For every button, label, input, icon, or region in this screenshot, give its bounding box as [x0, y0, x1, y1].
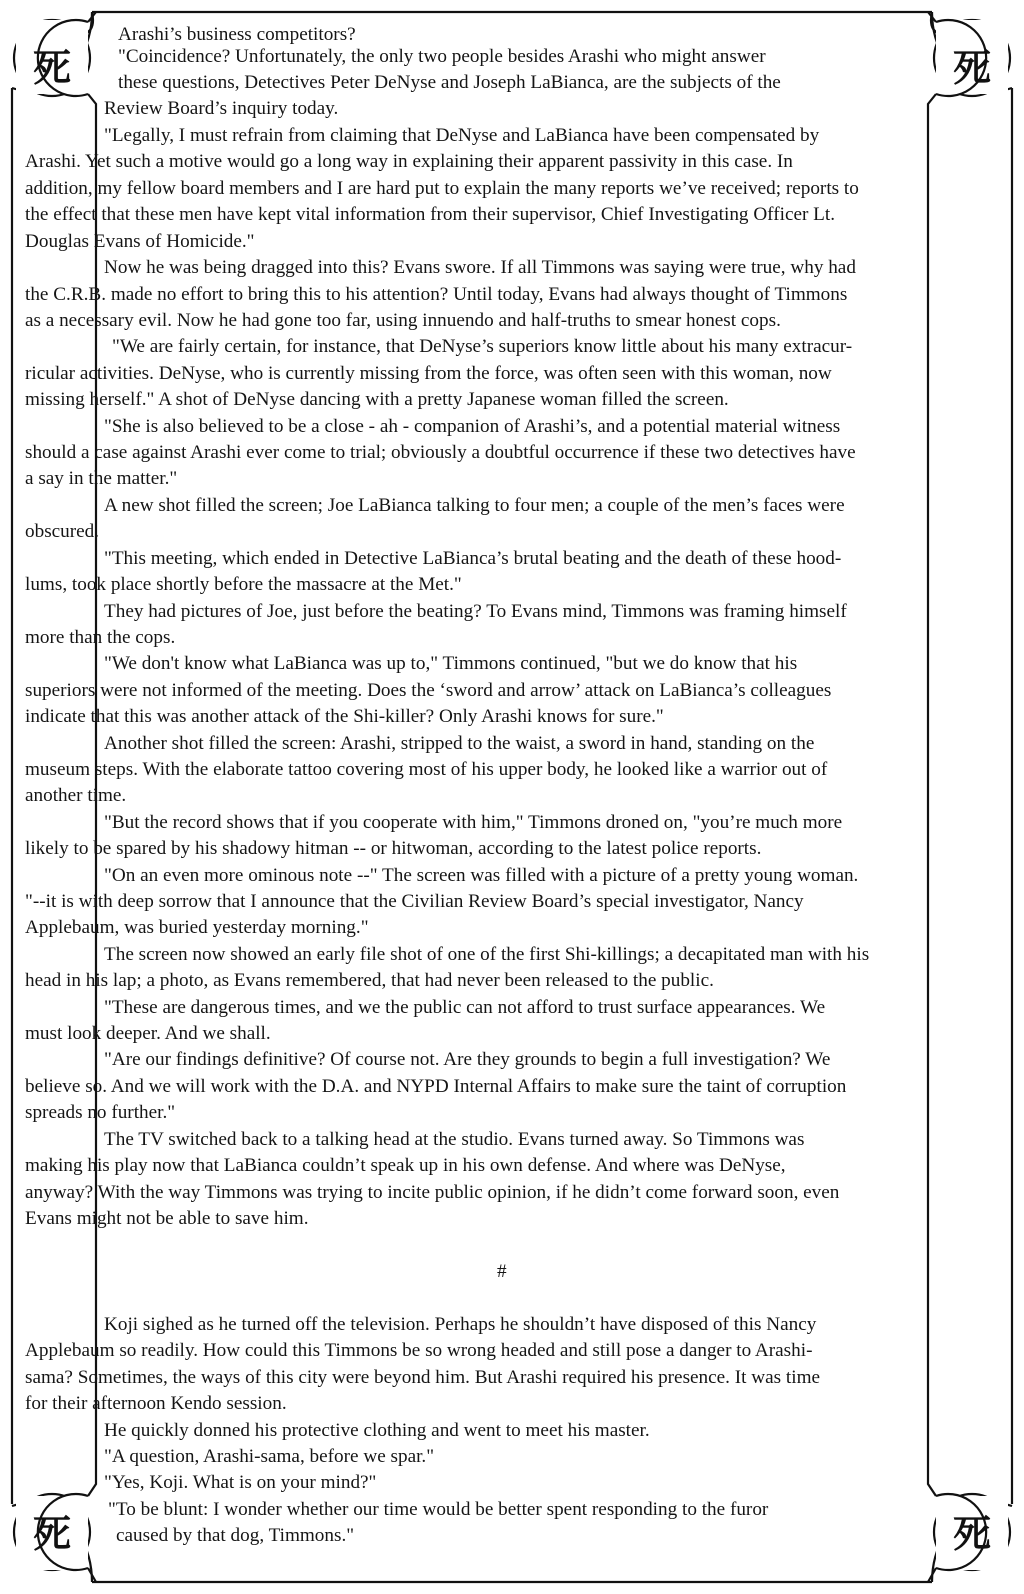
text-line: head in his lap; a photo, as Evans remembered, that had never been released to the public. — [25, 970, 714, 991]
text-line: The screen now showed an early file shot of one of the first Shi-killings; a decapitated man with his — [104, 944, 870, 965]
text-line: Arashi. Yet such a motive would go a long way in explaining their apparent passivity in this case. In — [25, 151, 793, 172]
text-line: Review Board’s inquiry today. — [104, 98, 339, 119]
death-kanji-icon: 死 — [32, 45, 71, 90]
text-line: making his play now that LaBianca couldn’t speak up in his own defense. And where was DeNyse, — [25, 1155, 786, 1176]
text-line: Koji sighed as he turned off the television. Perhaps he shouldn’t have disposed of this Nancy — [104, 1314, 817, 1335]
text-line: A new shot filled the screen; Joe LaBianca talking to four men; a couple of the men’s faces were — [104, 495, 845, 516]
text-line: these questions, Detectives Peter DeNyse and Joseph LaBianca, are the subjects of the — [118, 72, 781, 93]
text-line: likely to be spared by his shadowy hitman -- or hitwoman, according to the latest police reports. — [25, 838, 762, 859]
text-line: "This meeting, which ended in Detective LaBianca’s brutal beating and the death of these hood- — [104, 548, 842, 569]
text-line: believe so. And we will work with the D.A. and NYPD Internal Affairs to make sure the taint of corruption — [25, 1076, 847, 1097]
text-line: "--it is with deep sorrow that I announce that the Civilian Review Board’s special investigator, Nancy — [25, 891, 804, 912]
text-line: "She is also believed to be a close - ah - companion of Arashi’s, and a potential material witness — [104, 416, 841, 437]
text-line: as a necessary evil. Now he had gone too far, using innuendo and half-truths to smear honest cops. — [25, 310, 781, 331]
text-line: "Legally, I must refrain from claiming that DeNyse and LaBianca have been compensated by — [104, 125, 820, 146]
text-line: They had pictures of Joe, just before the beating? To Evans mind, Timmons was framing himself — [104, 601, 847, 622]
text-line: "Yes, Koji. What is on your mind?" — [104, 1472, 377, 1493]
text-line: lums, took place shortly before the massacre at the Met." — [25, 574, 462, 595]
text-line: ricular activities. DeNyse, who is currently missing from the force, was often seen with this woman, now — [25, 363, 832, 384]
text-line: "Are our findings definitive? Of course not. Are they grounds to begin a full investigation? We — [104, 1049, 831, 1070]
text-line: indicate that this was another attack of the Shi-killer? Only Arashi knows for sure." — [25, 706, 664, 727]
death-kanji-icon: 死 — [952, 45, 991, 90]
text-line: the effect that these men have kept vital information from their supervisor, Chief Investigating Officer Lt. — [25, 204, 836, 225]
text-line: for their afternoon Kendo session. — [25, 1393, 287, 1414]
section-break: # — [497, 1261, 507, 1282]
death-kanji-icon: 死 — [32, 1511, 71, 1556]
text-line: "But the record shows that if you cooperate with him," Timmons droned on, "you’re much more — [104, 812, 843, 833]
text-line: Applebaum, was buried yesterday morning." — [25, 917, 369, 938]
text-line: obscured. — [25, 521, 100, 542]
text-line: sama? Sometimes, the ways of this city were beyond him. But Arashi required his presence. It was time — [25, 1367, 821, 1388]
text-line: the C.R.B. made no effort to bring this to his attention? Until today, Evans had always thought of Timmons — [25, 284, 848, 305]
text-line: addition, my fellow board members and I are hard put to explain the many reports we’ve received; reports to — [25, 178, 859, 199]
text-line: "To be blunt: I wonder whether our time would be better spent responding to the furor — [108, 1499, 769, 1520]
text-line: "On an even more ominous note --" The screen was filled with a picture of a pretty young woman. — [104, 865, 859, 886]
text-line: Another shot filled the screen: Arashi, stripped to the waist, a sword in hand, standing on the — [104, 733, 815, 754]
text-line: anyway? With the way Timmons was trying to incite public opinion, if he didn’t come forward soon, even — [25, 1182, 840, 1203]
text-line: "A question, Arashi-sama, before we spar." — [104, 1446, 435, 1467]
text-line: another time. — [25, 785, 127, 806]
text-line: "Coincidence? Unfortunately, the only two people besides Arashi who might answer — [118, 46, 766, 67]
text-line: Applebaum so readily. How could this Timmons be so wrong headed and still pose a danger to Arashi- — [25, 1340, 813, 1361]
text-line: should a case against Arashi ever come to trial; obviously a doubtful occurrence if these two detectives have — [25, 442, 856, 463]
text-line: Arashi’s business competitors? — [118, 24, 356, 45]
text-line: missing herself." A shot of DeNyse dancing with a pretty Japanese woman filled the screen. — [25, 389, 729, 410]
text-line: "We are fairly certain, for instance, that DeNyse’s superiors know little about his many extracur- — [112, 336, 853, 357]
text-line: The TV switched back to a talking head at the studio. Evans turned away. So Timmons was — [104, 1129, 805, 1150]
text-line: a say in the matter." — [25, 468, 178, 489]
text-line: He quickly donned his protective clothing and went to meet his master. — [104, 1420, 650, 1441]
text-line: Douglas Evans of Homicide." — [25, 231, 255, 252]
text-line: Now he was being dragged into this? Evans swore. If all Timmons was saying were true, why had — [104, 257, 856, 278]
text-line: more than the cops. — [25, 627, 176, 648]
text-line: museum steps. With the elaborate tattoo covering most of his upper body, he looked like a warrior out of — [25, 759, 828, 780]
text-line: must look deeper. And we shall. — [25, 1023, 271, 1044]
text-line: Evans might not be able to save him. — [25, 1208, 309, 1229]
text-line: spreads no further." — [25, 1102, 176, 1123]
text-line: "We don't know what LaBianca was up to," Timmons continued, "but we do know that his — [104, 653, 798, 674]
text-line: superiors were not informed of the meeting. Does the ‘sword and arrow’ attack on LaBianca’s colleagues — [25, 680, 832, 701]
death-kanji-icon: 死 — [952, 1511, 991, 1556]
text-line: "These are dangerous times, and we the public can not afford to trust surface appearances. We — [104, 997, 826, 1018]
text-line: caused by that dog, Timmons." — [116, 1525, 355, 1546]
